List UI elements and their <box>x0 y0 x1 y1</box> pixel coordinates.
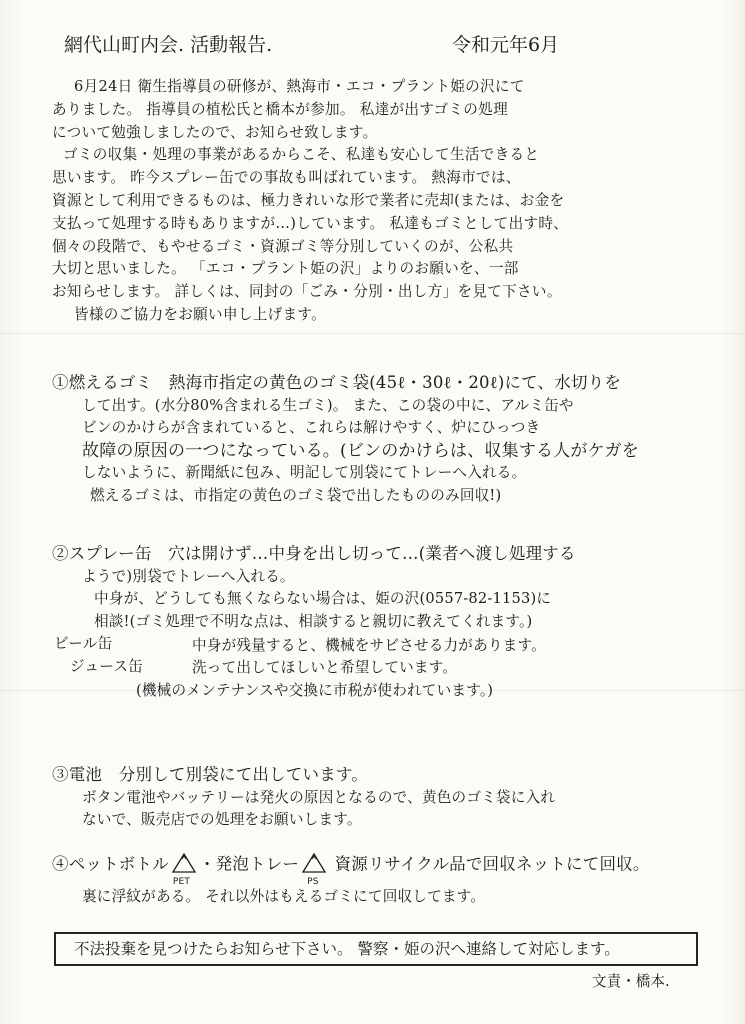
section-line: しないように、新聞紙に包み、明記して別袋にてトレーへ入れる。 <box>82 464 527 482</box>
pet-recycle-icon <box>171 852 197 887</box>
section-batteries <box>52 764 712 832</box>
intro-line: 大切と思いました。 「エコ・プラント姫の沢」よりのお願いを、一部 <box>52 260 519 278</box>
intro-line: 支払って処理する時もありますが…)しています。 私達もゴミとして出す時、 <box>52 214 569 232</box>
foam-tray-label: ・発泡トレー <box>198 854 300 874</box>
section-line: ビール缶 <box>54 635 113 653</box>
intro-line: について勉強しましたので、お知らせ致します。 <box>52 123 378 141</box>
section-line <box>52 852 712 887</box>
intro-line: お知らせします。 詳しくは、同封の「ごみ・分別・出し方」を見て下さい。 <box>52 283 562 301</box>
section-line: ないで、販売店での処理をお願いします。 <box>82 811 362 829</box>
intro-paragraph <box>52 76 702 327</box>
intro-line: ゴミの収集・処理の事業があるからこそ、私達も安心して生活できると <box>63 146 540 164</box>
section-burnable-garbage <box>52 372 712 508</box>
section-line: ①燃えるゴミ 熱海市指定の黄色のゴミ袋(45ℓ・30ℓ・20ℓ)にて、水切りを <box>52 373 622 392</box>
section-line: 故障の原因の一つになっている。(ビンのかけらは、収集する人がケガを <box>82 440 639 461</box>
fold-line <box>0 333 745 334</box>
document-title: 網代山町内会. 活動報告. <box>64 34 273 56</box>
section-line: ジュース缶 <box>70 657 143 675</box>
section-line: して出す。(水分80%含まれる生ゴミ)。 また、この袋の中に、アルミ缶や <box>82 396 574 414</box>
pet-code: PET <box>172 877 191 887</box>
intro-line: 資源として利用できるものは、極力きれいな形で業者に売却(または、お金を <box>52 191 565 209</box>
intro-line: 皆様のご協力をお願い申し上げます。 <box>74 305 327 323</box>
section-line: ボタン電池やバッテリーは発火の原因となるので、黄色のゴミ袋に入れ <box>82 788 556 806</box>
pet-recycle-text: 資源リサイクル品で回収ネットにて回収。 <box>334 854 650 874</box>
section-line: ②スプレー缶 穴は開けず…中身を出し切って…(業者へ渡し処理する <box>52 544 576 563</box>
section-pet-bottles <box>52 852 712 909</box>
illegal-dumping-notice: 不法投棄を見つけたらお知らせ下さい。 警察・姫の沢へ連絡して対応します。 <box>54 932 698 966</box>
section-spray-cans <box>52 543 712 702</box>
section-line: 燃えるゴミは、市指定の黄色のゴミ袋で出したもののみ回収!) <box>90 486 502 504</box>
intro-line: 個々の段階で、もやせるゴミ・資源ゴミ等分別していくのが、公私共 <box>52 237 514 255</box>
section-line: 中身が残量すると、機械をサビさせる力があります。 <box>192 636 546 654</box>
section-line: 相談!(ゴミ処理で不明な点は、相談すると親切に教えてくれます。) <box>94 612 533 630</box>
signature: 文責・橋本. <box>592 973 670 990</box>
section-line: ようで)別袋でトレーへ入れる。 <box>82 567 295 585</box>
intro-line: 6月24日 衛生指導員の研修が、熱海市・エコ・プラント姫の沢にて <box>74 78 525 95</box>
section-line: 裏に浮紋がある。 それ以外はもえるゴミにて回収してます。 <box>82 888 486 905</box>
intro-line: 思います。 昨今スプレー缶での事故も叫ばれています。 熱海市では、 <box>52 169 521 187</box>
ps-code: PS <box>307 877 319 887</box>
section-line: ③電池 分別して別袋にて出しています。 <box>52 765 368 784</box>
intro-line: ありました。 指導員の植松氏と橋本が参加。 私達が出すゴミの処理 <box>52 100 508 118</box>
ps-recycle-icon <box>301 852 327 887</box>
document-date: 令和元年6月 <box>452 34 560 56</box>
section-line: 洗って出してほしいと希望しています。 <box>192 659 458 677</box>
section-line: ビンのかけらが含まれていると、これらは解けやすく、炉にひっつき <box>82 419 541 437</box>
section-line: 中身が、どうしても無くならない場合は、姫の沢(0557-82-1153)に <box>94 590 552 608</box>
pet-bottle-label: ④ペットボトル <box>52 854 169 874</box>
section-line: (機械のメンテナンスや交換に市税が使われています。) <box>136 681 494 699</box>
